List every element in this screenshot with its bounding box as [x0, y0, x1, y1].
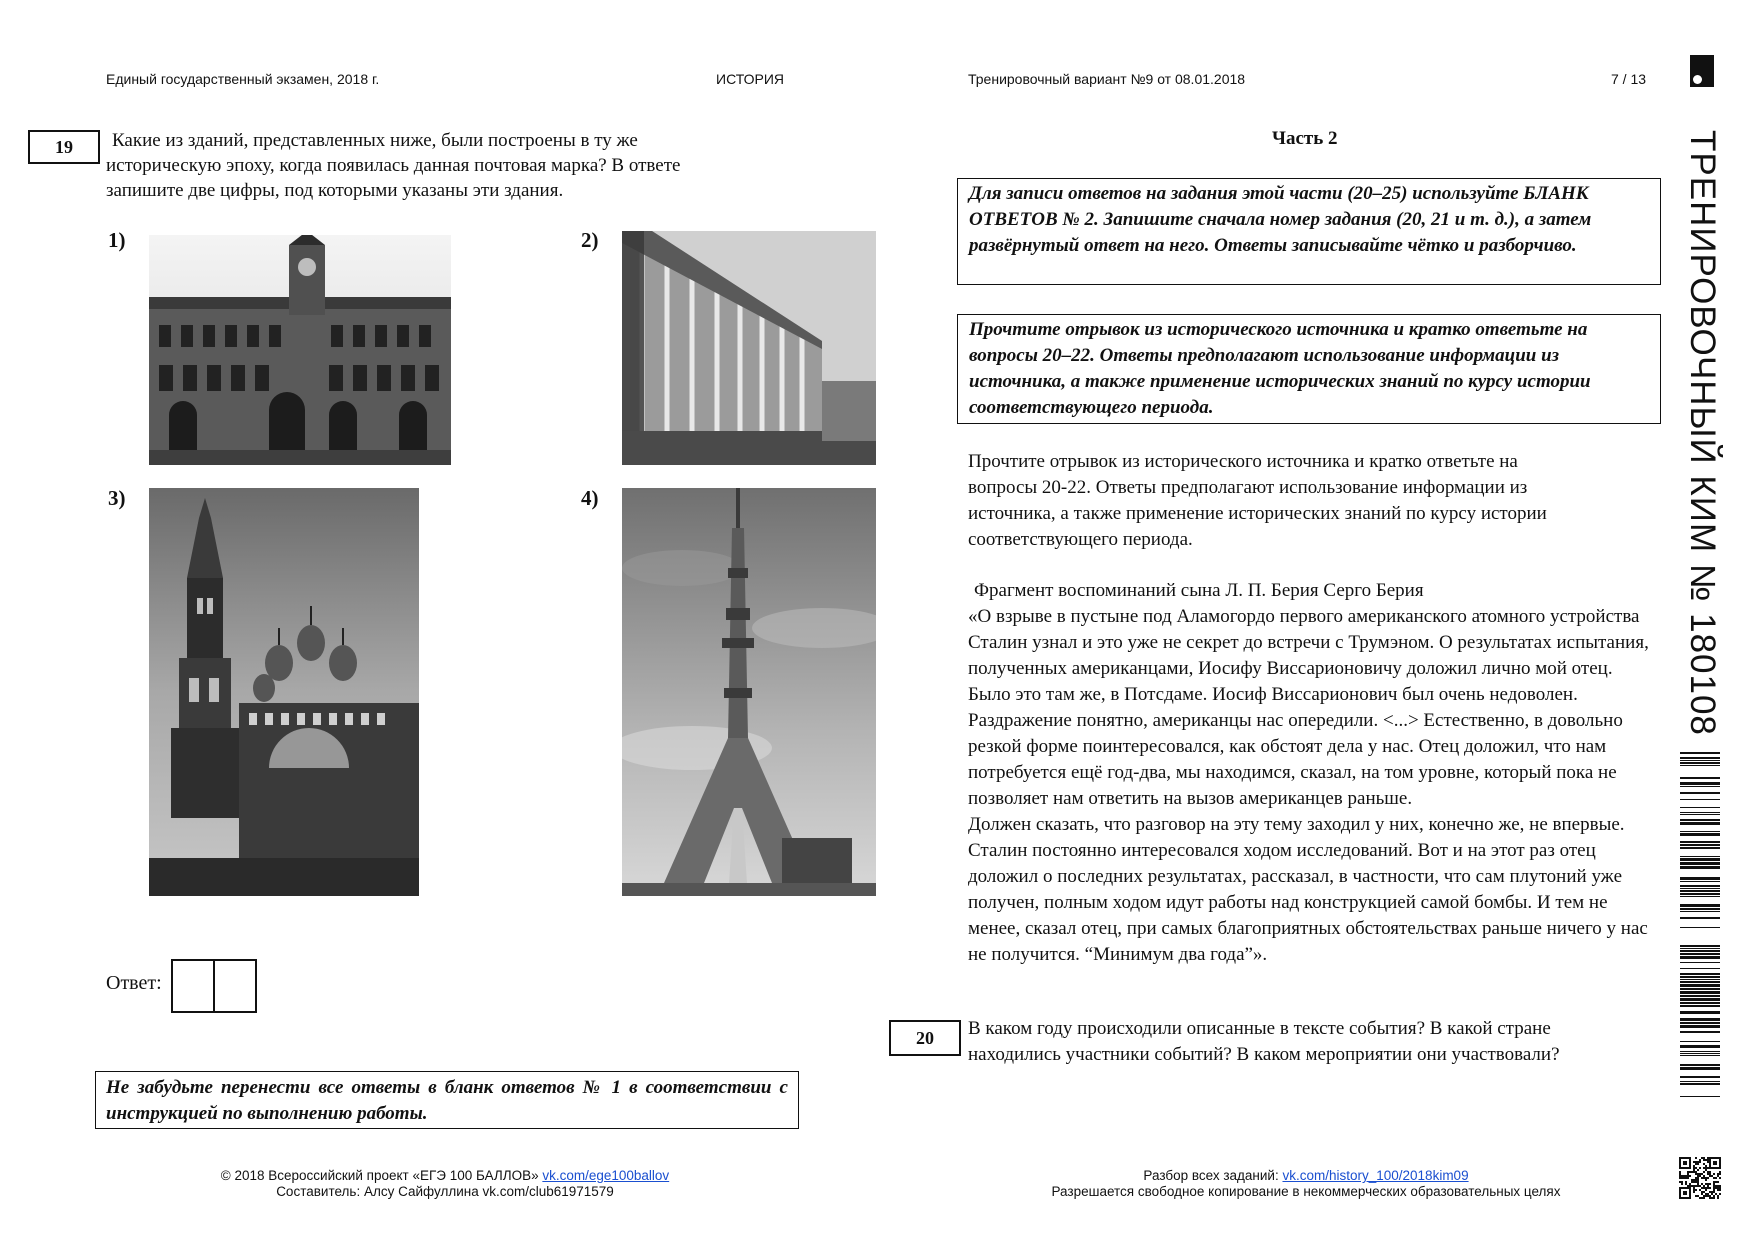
- image-4-label: 4): [581, 486, 599, 510]
- image-3-label: 3): [108, 486, 126, 510]
- task-19-number: 19: [28, 130, 100, 164]
- header-subject: ИСТОРИЯ: [716, 71, 785, 87]
- footer-vk-link[interactable]: vk.com/ege100ballov: [542, 1168, 670, 1183]
- header-page-number: 7 / 13: [1611, 71, 1647, 87]
- church-photo: [149, 488, 419, 896]
- source-paragraph-1: «О взрыве в пустыне под Аламогордо первого американского атомного устройства Сталин узнал и это уже не секрет до встречи с Трумэном. О результатах испытания, полученных американцами, Иосифу Виссарионовичу доложил лично мой отец. Было это там же, в Потсдаме. Иосиф Виссарионович был очень недоволен. Раздражение понятно, американцы нас опередили. <...> Естественно, в довольно резкой форме поинтересовался, как обстоят дела у нас. Отец доложил, что нам потребуется ещё год-два, мы находимся, сказал, на том уровне, который пока не позволяет нам ответить на вызов американцев раньше.: [968, 606, 1649, 809]
- answer-label: Ответ:: [106, 972, 162, 994]
- reminder-box: Не забудьте перенести все ответы в бланк ответов № 1 в соответствии с инструкцией по выполнению работы.: [95, 1071, 799, 1129]
- footer-left: [160, 1168, 730, 1200]
- qr-code-icon: [1679, 1157, 1721, 1199]
- footer-copyright: © 2018 Всероссийский проект «ЕГЭ 100 БАЛЛОВ»: [220, 1168, 543, 1183]
- answer-cell-2[interactable]: [213, 961, 255, 1011]
- barcode-icon: [1680, 752, 1720, 1098]
- footer-analysis-label: Разбор всех заданий:: [1143, 1168, 1283, 1183]
- header-exam-title: Единый государственный экзамен, 2018 г.: [106, 71, 380, 87]
- footer-author: Составитель: Алсу Сайфуллина vk.com/club61971579: [276, 1184, 614, 1199]
- colonnade-building-photo: [622, 231, 876, 465]
- railway-station-photo: [149, 235, 451, 465]
- footer-copy-permission: Разрешается свободное копирование в некоммерческих образовательных целях: [1051, 1184, 1561, 1199]
- source-paragraph-2: Должен сказать, что разговор на эту тему заходил у них, конечно же, не впервые. Сталин постоянно интересовался ходом исследований. Вот и на этот раз отец доложил о последних результатах, рассказал, в частности, что сам плутоний уже получен, полным ходом идут работы над конструкцией самой бомбы. И тем не менее, сказал отец, при самых благоприятных обстоятельствах раньше ничего у нас не получится. “Минимум два года”».: [968, 814, 1648, 965]
- footer-right: [1006, 1168, 1606, 1200]
- instruction-box-1: Для записи ответов на задания этой части (20–25) используйте БЛАНК ОТВЕТОВ № 2. Запишите сначала номер задания (20, 21 и т. д.), а затем развёрнутый ответ на него. Ответы записывайте чётко и разборчиво.: [957, 178, 1661, 285]
- header-variant: Тренировочный вариант №9 от 08.01.2018: [968, 71, 1246, 87]
- vertical-title: ТРЕНИРОВОЧНЫЙ КИМ № 180108: [1683, 130, 1722, 736]
- part-2-title: Часть 2: [1272, 128, 1338, 149]
- source-block: [968, 578, 1654, 968]
- answer-cell-1[interactable]: [173, 961, 213, 1011]
- task-19-question: Какие из зданий, представленных ниже, были построены в ту же историческую эпоху, когда появилась данная почтовая марка? В ответе запишите две цифры, под которыми указаны эти здания.: [106, 130, 681, 201]
- task-20-number: 20: [889, 1020, 961, 1056]
- source-intro: Прочтите отрывок из исторического источника и кратко ответьте на вопросы 20-22. Ответы предполагают использование информации из источника, а также применение исторических знаний по курсу истории соответствующего периода.: [968, 451, 1547, 550]
- source-title: Фрагмент воспоминаний сына Л. П. Берия Серго Берия: [974, 580, 1424, 601]
- instruction-box-2: Прочтите отрывок из исторического источника и кратко ответьте на вопросы 20–22. Ответы предполагают использование информации из источника, а также применение исторических знаний по курсу истории соответствующего периода.: [957, 314, 1661, 424]
- footer-analysis-link[interactable]: vk.com/history_100/2018kim09: [1282, 1168, 1469, 1183]
- tv-tower-photo: [622, 488, 876, 896]
- image-1-label: 1): [108, 228, 126, 252]
- answer-cells[interactable]: [171, 959, 257, 1013]
- task-20-question: В каком году происходили описанные в тексте события? В какой стране находились участники событий? В каком мероприятии они участвовали?: [968, 1018, 1560, 1065]
- corner-marker-icon: [1690, 55, 1714, 87]
- image-2-label: 2): [581, 228, 599, 252]
